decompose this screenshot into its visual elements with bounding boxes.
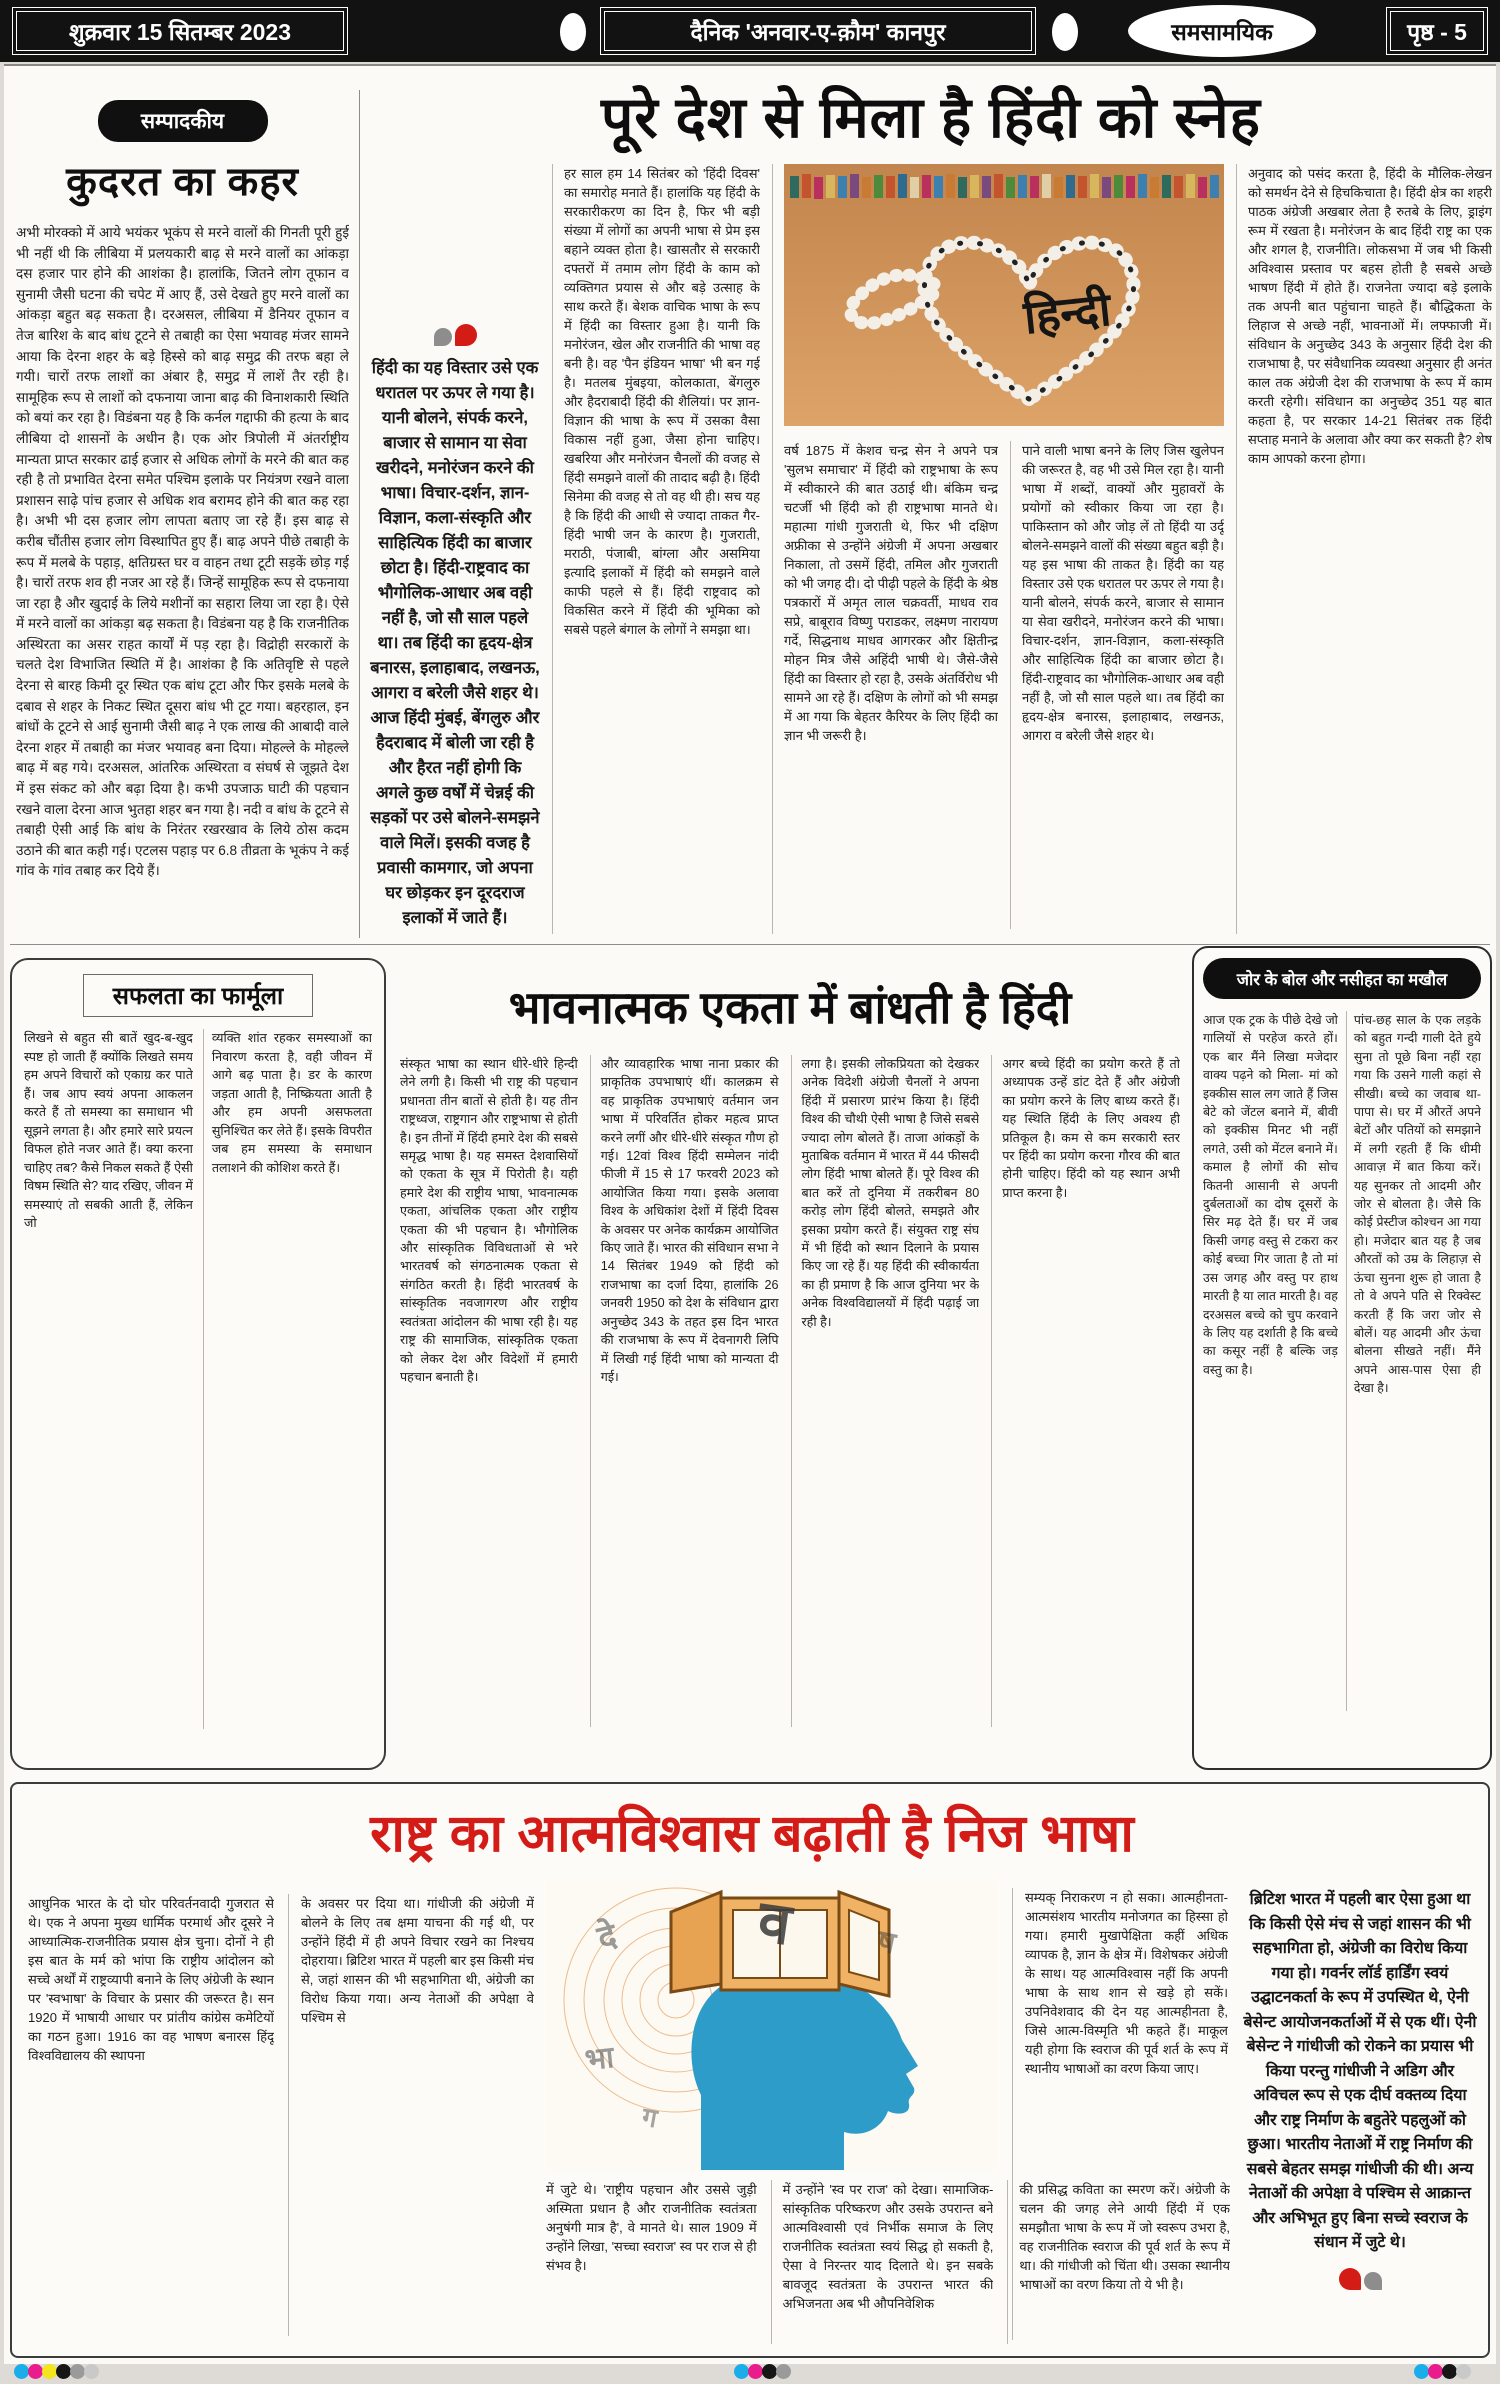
- loud-words-columns: [1203, 1011, 1481, 1711]
- unity-column-1: संस्कृत भाषा का स्थान धीरे-धीरे हिन्दी लेने लगी है। किसी भी राष्ट्र की पहचान प्रधानता तीन बातों से होती है। यह तीन राष्ट्रध्वज, राष्ट्रगान और राष्ट्रभाषा से होती है। इन तीनों में हिंदी हमारे देश की सबसे समृद्ध भाषा है। यह समस्त देशवासियों को एकता के सूत्र में पिरोती है। यही हमारे देश की राष्ट्रीय भाषा, भावनात्मक एकता, आंचलिक एकता और राष्ट्रीय एकता की भी पहचान है। भौगोलिक और सांस्कृतिक विविधताओं से भरे भारतवर्ष को संगठनात्मक एकता से संगठित करती है। हिंदी भारतवर्ष के सांस्कृतिक नवजागरण और राष्ट्रीय स्वतंत्रता आंदोलन की भाषा रही है। यह राष्ट्र की सामाजिक, सांस्कृतिक एकता को लेकर देश और विदेशों में हमारी पहचान बनाती है।: [400, 1057, 578, 1384]
- editorial-article: [10, 90, 360, 938]
- bottom-column-2: के अवसर पर दिया था। गांधीजी की अंग्रेजी में बोलने के लिए तब क्षमा याचना की गई थी, पर उन्होंने हिंदी में ही अपने विचार रखने का निश्चय दोहराया। ब्रिटिश भारत में पहली बार इस किसी मंच से, जहां शासन की भी सहभागिता थी, अंग्रेजी का विरोध किया गया। अन्य नेताओं की अपेक्षा वे पश्चिम से: [288, 1894, 534, 2336]
- success-formula-box: [10, 958, 386, 1770]
- bottom-column-1: आधुनिक भारत के दो घोर परिवर्तनवादी गुजरात से थे। एक ने अपना मुख्य धार्मिक परमार्थ और दूसरे ने आध्यात्मिक-राजनीतिक प्रयास क्षेत्र चुना। दोनों ने ही इस बात के मर्म को भांपा कि राष्ट्रीय आंदोलन को सच्चे अर्थों में राष्ट्रव्यापी बनाने के लिए अंग्रेजी के स्थान पर 'स्वभाषा' के विचार के प्रसार की जरूरत है। सन 1920 में भाषायी आधार पर प्रांतीय कांग्रेस कमेटियों का गठन हुआ। 1916 का वह भाषण बनारस हिंदू विश्वविद्यालय की स्थापना: [28, 1896, 274, 2063]
- bottom-article: [10, 1782, 1490, 2358]
- masthead-section: समसामयिक: [1128, 5, 1316, 57]
- bottom-under-column-2: में उन्होंने 'स्व पर राज' को देखा। सामाजिक-सांस्कृतिक परिष्करण और उसके उपरान्त बने आत्मविश्वासी एवं निर्भीक समाज के लिए राजनीतिक स्वतंत्रता स्वयं सिद्ध हो सकती है, ऐसा वे निरन्तर याद दिलाते थे। इन सबके बावजूद स्वतंत्रता के उपरान्त भारत की अभिजनता अब भी औपनिवेशिक: [771, 2180, 994, 2344]
- masthead-date: शुक्रवार 15 सितम्बर 2023: [16, 11, 344, 51]
- svg-text:व: व: [754, 1888, 796, 1958]
- loud-column-2: पांच-छह साल के एक लड़के को बहुत गन्दी गाली देते हुये सुना तो पूछे बिना नहीं रहा गया कि उसने गाली कहां से सीखी। बच्चे का जवाब था- पापा से। घर में औरतें अपने बेटों और पतियों को समझाने में लगी रहती हैं कि धीमी आवाज़ में बात किया करें। यह सुनकर तो आदमी और जोर से बोलता है। जैसे कि कोई प्रेस्टीज कोश्चन आ गया हो। मजेदार बात यह है जब औरतों को उम्र के लिहाज़ से ऊंचा सुनना शुरू हो जाता है तो वे अपने पति से रिक्वेस्ट करती हैं कि जरा जोर से बोलें। यह आदमी और ऊंचा बोलना सीखते नहीं। मैंने अपने आस-पास ऐसा ही देखा है।: [1346, 1011, 1481, 1711]
- section-divider: [10, 944, 1490, 945]
- hindi-heart-photo: [784, 164, 1224, 426]
- bottom-headline: राष्ट्र का आत्मविश्वास बढ़ाती है निज भाषा: [370, 1805, 1134, 1863]
- masthead-dot-icon: [560, 13, 586, 51]
- registration-marks-right: [1416, 2364, 1471, 2379]
- lead-article: [370, 76, 1492, 938]
- bottom-under-column-1: में जुटे थे। 'राष्ट्रीय पहचान और उससे जुड़ी अस्मिता प्रधान है और राजनीतिक स्वतंत्रता अनुषंगी मात्र है', वे मानते थे। साल 1909 में उन्होंने लिखा, 'सच्चा स्वराज' स्व पर राज से ही संभव है।: [546, 2182, 757, 2273]
- success-formula-title: सफलता का फार्मूला: [83, 974, 313, 1017]
- loud-words-title: जोर के बोल और नसीहत का मखौल: [1203, 958, 1481, 999]
- masthead-date-box: [12, 7, 348, 55]
- editorial-body: अभी मोरक्को में आये भयंकर भूकंप से मरने वालों की गिनती पूरी हुई भी नहीं थी कि लीबिया में प्रलयकारी बाढ़ से मरने वालों का आंकड़ा दस हजार पार होने की आशंका है। हालांकि, जितने लोग तूफान व सुनामी जैसी घटना की चपेट में आए हैं, उसे देखते हुए मरने वालों का आंकड़ा बहुत बढ़ सकता है। दरअसल, लीबिया में डैनियर तूफान व तेज बारिश के बाद बांध टूटने से तबाही का ऐसा भयावह मंजर सामने आया कि देरना शहर के बड़े हिस्से को बाढ़ समुद्र की तरफ बहा ले गयी। चारों तरफ लाशों का अंबार है, समुद्र में लाशें तैर रही है। सामूहिक रूप से लाशों को दफनाया जाना बाढ़ की विनाशकारी स्थिति को बयां कर रहा है। विडंबना यह है कि कर्नल गद्दाफी की हत्या के बाद लीबिया दो शासनों के अधीन है। एक ओर त्रिपोली में अंतर्राष्ट्रीय मान्यता प्राप्त सरकार ढाई हजार से अधिक लोगों के मरने की बात कह रही है तो प्रभावित देरना समेत पश्चिम इलाके पर नियंत्रण रखने वाला प्रशासन साढ़े पांच हजार से अधिक शव बरामद होने की बात कह रहा है। अभी भी दस हजार लोग लापता बताए जा रहे हैं। इस बाढ़ से करीब चौंतीस हजार लोग विस्थापित हुए हैं। बाढ़ अपने पीछे तबाही के रूप में मलबे के पहाड़, क्षतिग्रस्त घर व वाहन तथा टूटी सड़कें छोड़ गई है। चारों तरफ शव ही नजर आ रहे हैं। जिन्हें सामूहिक रूप से दफनाया जा रहा है और खुदाई के लिये मशीनों का सहारा लिया जा रहा है। ऐसे में मरने वालों का आंकड़ा बढ़ सकता है। विडंबना यह है कि राजनीतिक अस्थिरता का असर राहत कार्यों में पड़ रहा है। विद्रोही सरकारों के चलते देश विभाजित स्थिति में है। आशंका है कि अतिवृष्टि से पहले देरना से बारह किमी दूर स्थित एक बांध टूटा और फिर इसके मलबे के दबाव से शहर के निकट स्थित दूसरा बांध भी टूट गया। बहरहाल, इन बांधों के टूटने से आई सुनामी जैसी बाढ़ ने एक लाख की आबादी वाले देरना शहर में तबाही का मंजर भयावह बना दिया। मोहल्ले के मोहल्ले बाढ़ में बह गये। दरअसल, आंतरिक अस्थिरता व संघर्ष से जूझते देश में इस संकट को और बढ़ा दिया है। कभी उपजाऊ घाटी की पहचान रखने वाला देरना आज भुतहा शहर बन गया है। नदी व बांध के टूटने से तबाही ऐसी आई कि बांध के निरंतर रखरखाव के लिये ठोस कदम उठाने की बात कही गई। एटलस पहाड़ पर 6.8 तीव्रता के भूकंप ने कई गांव के गांव तबाह कर दिये हैं।: [16, 225, 349, 879]
- photo-hindi-word: हिन्दी: [1021, 282, 1114, 344]
- unity-column-2: और व्यावहारिक भाषा नाना प्रकार की प्राकृतिक उपभाषाएं थीं। कालक्रम से वह प्राकृतिक उपभाषाएं वर्तमान जन भाषा में परिवर्तित होकर महत्व प्राप्त करने लगीं और धीरे-धीरे संस्कृत गौण हो गई। 12वां विश्व हिंदी सम्मेलन नांदी फीजी में 15 से 17 फरवरी 2023 को आयोजित किया गया। इसके अलावा विश्व के अधिकांश देशों में हिंदी दिवस के अवसर पर अनेक कार्यक्रम आयोजित किए जाते हैं। भारत की संविधान सभा ने 14 सितंबर 1949 को हिंदी को राजभाषा का दर्जा दिया, हालांकि 26 जनवरी 1950 को देश के संविधान द्वारा अनुच्छेद 343 के तहत इस दिन भारत की राजभाषा के रूप में देवनागरी लिपि में लिखी गई हिंदी भाषा को मान्यता दी गई।: [590, 1055, 779, 1727]
- svg-text:भा: भा: [583, 2041, 616, 2077]
- lead-pull-quote-text: हिंदी का यह विस्तार उसे एक धरातल पर ऊपर ले गया है। यानी बोलने, संपर्क करने, बाजार से सामान या सेवा खरीदने, मनोरंजन करने की भाषा। विचार-दर्शन, ज्ञान-विज्ञान, कला-संस्कृति और साहित्यिक हिंदी का बाजार छोटा है। हिंदी-राष्ट्रवाद का भौगोलिक-आधार अब वही नहीं है, जो सौ साल पहले था। तब हिंदी का हृदय-क्षेत्र बनारस, इलाहाबाद, लखनऊ, आगरा व बरेली जैसे शहर थे। आज हिंदी मुंबई, बेंगलुरु और हैदराबाद में बोली जा रही है और हैरत नहीं होगी कि अगले कुछ वर्षों में चेन्नई की सड़कों पर उसे बोलने-समझने वाले मिलें। इसकी वजह है प्रवासी कामगार, जो अपना घर छोड़कर इन दूरदराज इलाकों में जाते हैं।: [370, 359, 540, 927]
- lead-column-1: हर साल हम 14 सितंबर को 'हिंदी दिवस' का समारोह मनाते हैं। हालांकि यह हिंदी के सरकारीकरण का दिन है, फिर भी बड़ी संख्या में लोगों का अपनी भाषा से प्रेम इस बहाने व्यक्त होता है। खासतौर से सरकारी दफ्तरों में तमाम लोग हिंदी के काम को व्यक्तिगत प्रयास से और बड़े उत्साह के साथ करते हैं। बेशक वाचिक भाषा के रूप में हिंदी का विस्तार हुआ है। यानी कि मनोरंजन, खेल और राजनीति की भाषा वह बनी है। वह 'पैन इंडियन भाषा' भी बन गई है। मतलब मुंबइया, कोलकाता, बेंगलुरु और हैदराबादी हिंदी की शैलियां। पर ज्ञान-विज्ञान की भाषा के रूप में उसका वैसा विकास नहीं हुआ, जैसा होना चाहिए। खबरिया और मनोरंजन चैनलों की वजह से हिंदी समझने वालों की तादाद बढ़ी है। हिंदी सिनेमा की वजह से तो वह थी ही। सच यह है कि हिंदी की आधी से ज्यादा ताकत गैर-हिंदी भाषी जन के कारण है। गुजराती, मराठी, पंजाबी, बांग्ला और असमिया इत्यादि इलाकों में हिंदी को समझने वाले काफी पहले से हैं। हिंदी राष्ट्रवाद को विकसित करने में हिंदी की भूमिका को सबसे पहले बंगाल के लोगों ने समझा था।: [552, 164, 760, 934]
- bottom-under-column-3: की प्रसिद्ध कविता का स्मरण करें। अंग्रेजी के चलन की जगह लेने आयी हिंदी में एक समझौता भाषा के रूप में जो स्वरूप उभरा है, वह राजनीतिक स्वराज की पूर्व शर्त के रूप में था। की गांधीजी को चिंता थी। उसका स्थानीय भाषाओं का वरण किया तो ये भी है।: [1007, 2180, 1230, 2344]
- bottom-pull-quote-text: ब्रिटिश भारत में पहली बार ऐसा हुआ था कि किसी ऐसे मंच से जहां शासन की भी सहभागिता हो, अंग्रेजी का विरोध किया गया हो। गवर्नर लॉर्ड हार्डिंग स्वयं उद्घाटनकर्ता के रूप में उपस्थित थे, ऐनी बेसेन्ट आयोजनकर्ताओं में से एक थीं। ऐनी बेसेन्ट ने गांधीजी को रोकने का प्रयास भी किया परन्तु गांधीजी ने अडिग और अविचल रूप से एक दीर्घ वक्तव्य दिया और राष्ट्र निर्माण के बहुतेरे पहलुओं को छुआ। भारतीय नेताओं में राष्ट्र निर्माण की सबसे बेहतर समझ गांधीजी की थी। अन्य नेताओं की अपेक्षा वे पश्चिम से आक्रान्त और अभिभूत हुए बिना सच्चे स्वराज के संधान में जुटे थे।: [1243, 1891, 1477, 2251]
- bottom-pull-quote: [1242, 1888, 1478, 2340]
- masthead-bar: [0, 0, 1500, 62]
- masthead-paper-box: [600, 7, 1036, 55]
- unity-column-4: अगर बच्चे हिंदी का प्रयोग करते हैं तो अध्यापक उन्हें डांट देते हैं और अंग्रेजी का प्रयोग करने के लिए बाध्य करते हैं। यह स्थिति हिंदी के लिए अवश्य ही प्रतिकूल है। कम से कम सरकारी स्तर पर हिंदी का प्रयोग करना गौरव की बात होनी चाहिए। हिंदी को यह स्थान अभी प्राप्त करना है।: [991, 1055, 1180, 1727]
- lead-headline: पूरे देश से मिला है हिंदी को स्नेह: [601, 86, 1261, 150]
- close-quote-icon: [1242, 2268, 1478, 2290]
- masthead-page-box: [1386, 7, 1488, 55]
- masthead-dot-icon: [1052, 13, 1078, 51]
- lead-under-photo-columns: [784, 441, 1224, 929]
- bottom-mid-column: सम्यक् निराकरण न हो सका। आत्महीनता-आत्मसंशय भारतीय मनोजगत का हिस्सा हो गया। हमारी मुखापेक्षिता कहीं अधिक व्यापक है, ज्ञान के क्षेत्र में। विशेषकर अंग्रेजी के साथ। यह आत्मविश्वास नहीं कि अपनी भाषा के साथ शान से खड़े हो सकें। उपनिवेशवाद की देन यह आत्महीनता है, जिसे आत्म-विस्मृति भी कहते हैं। माकूल यही होगा कि स्वराज की पूर्व शर्त के रूप में स्थानीय भाषाओं का वरण किया जाए।: [1012, 1888, 1228, 2340]
- lead-pull-quote: [370, 164, 540, 934]
- page-number: पृष्ठ - 5: [1390, 11, 1484, 51]
- success-column-1: लिखने से बहुत सी बातें खुद-ब-खुद स्पष्ट हो जाती हैं क्योंकि लिखते समय हम अपने विचारों को एकाग्र कर पाते हैं। जब आप स्वयं अपना आकलन करते हैं तो समस्या का समाधान भी सूझने लगता है। और हमारे सारे प्रयत्न विफल होते नजर आते हैं। क्या करना चाहिए तब? कैसे निकल सकते हैं ऐसी विषम स्थिति से? याद रखिए, जीवन में समस्याएं तो सबकी आती हैं, लेकिन जो: [24, 1031, 193, 1230]
- svg-text:ष: ष: [874, 1924, 899, 1961]
- lead-article-body: [370, 164, 1492, 934]
- success-formula-columns: [24, 1029, 372, 1729]
- success-column-2: व्यक्ति शांत रहकर समस्याओं का निवारण करता है, वही जीवन में आगे बढ़ पाता है। डर के कारण जड़ता आती है, निष्क्रियता आती है और हम अपनी असफलता सुनिश्चित कर लेते हैं। इसके विपरीत जब हम समस्या के समाधान तलाशने की कोशिश करते हैं।: [203, 1029, 372, 1729]
- lead-column-3: पाने वाली भाषा बनने के लिए जिस खुलेपन की जरूरत है, वह भी उसे मिल रहा है। यानी भाषा में शब्दों, वाक्यों और मुहावरों के प्रयोगों को स्वीकार किया जा रहा है। पाकिस्तान को और जोड़ लें तो हिंदी या उर्दू बोलने-समझने वालों की संख्या बहुत बड़ी है। यह इस भाषा की ताकत है। हिंदी का यह विस्तार उसे एक धरातल पर ऊपर ले गया है। यानी बोलने, संपर्क करने, बाजार से सामान या सेवा खरीदने, मनोरंजन करने की भाषा। विचार-दर्शन, ज्ञान-विज्ञान, कला-संस्कृति और साहित्यिक हिंदी का बाजार छोटा है। हिंदी-राष्ट्रवाद का भौगोलिक-आधार अब वही नहीं है, जो सौ साल पहले था। तब हिंदी का हृदय-क्षेत्र बनारस, इलाहाबाद, लखनऊ, आगरा व बरेली जैसे शहर थे।: [1010, 441, 1224, 929]
- registration-marks-left: [16, 2364, 99, 2379]
- bottom-under-columns: [546, 2180, 1230, 2344]
- lead-center-stack: [772, 164, 1224, 934]
- lead-column-4: अनुवाद को पसंद करता है, हिंदी के मौलिक-लेखन को समर्थन देने से हिचकिचाता है। हिंदी क्षेत्र का शहरी पाठक अंग्रेजी अखबार लेता है रुतबे के लिए, ड्राइंग रूम में रखता है। मनोरंजन के बाद हिंदी राष्ट्र का एक और शगल है, राजनीति। लोकसभा में जब भी किसी अविश्वास प्रस्ताव पर बहस होती है सबसे अच्छे भाषण हिंदी में होते हैं। राजनेता ज्यादा बड़े इलाके तक अपनी बात पहुंचाना चाहते हैं। बौद्धिकता के लिहाज से अच्छे नहीं, भावनाओं में। लफ्फाजी में। संविधान के अनुच्छेद 343 के अनुसार हिंदी देश की राजभाषा है, पर संवैधानिक व्यवस्था अनुसार ही अनंत काल तक अंग्रेजी देश की राजभाषा के रूप में काम करती रहेगी। संविधान का अनुच्छेद 351 यह बात कहता है, पर सरकार 14-21 सितंबर तक हिंदी सप्ताह मनाने के अलावा और क्या कर सकती है? शेष काम आपको करना होगा।: [1236, 164, 1492, 934]
- masthead-paper-title: दैनिक 'अनवार-ए-क़ौम' कानपुर: [604, 11, 1032, 51]
- head-window-illustration: [546, 1880, 998, 2170]
- unity-column-3: लगा है। इसकी लोकप्रियता को देखकर अनेक विदेशी अंग्रेजी चैनलों ने अपना हिंदी में प्रसारण प्रारंभ किया है। हिंदी विश्व की चौथी ऐसी भाषा है जिसे सबसे ज्यादा लोग बोलते हैं। ताजा आंकड़ों के मुताबिक वर्तमान में भारत में 44 फीसदी लोग हिंदी भाषा बोलते हैं। पूरे विश्व की बात करें तो दुनिया में तकरीबन 80 करोड़ लोग हिंदी बोलते, समझते और इसका प्रयोग करते हैं। संयुक्त राष्ट्र संघ में भी हिंदी को स्थान दिलाने के प्रयास किए जा रहे हैं। यह हिंदी की स्वीकार्यता का ही प्रमाण है कि आज दुनिया भर के अनेक विश्वविद्यालयों में हिंदी पढ़ाई जा रही है।: [791, 1055, 980, 1727]
- svg-text:दे: दे: [593, 1916, 621, 1958]
- unity-headline: भावनात्मक एकता में बांधती है हिंदी: [508, 982, 1072, 1033]
- editorial-title: कुदरत का कहर: [66, 160, 299, 204]
- unity-columns: [396, 1055, 1184, 1727]
- editorial-badge: सम्पादकीय: [98, 100, 268, 142]
- registration-marks-center: [736, 2364, 791, 2379]
- unity-article: [396, 950, 1184, 1772]
- svg-text:ग: ग: [639, 2101, 660, 2134]
- open-quote-icon: [370, 324, 540, 346]
- loud-words-box: [1192, 946, 1492, 1770]
- loud-column-1: आज एक ट्रक के पीछे देखे जो गालियों से परहेज करते हों। एक बार मैंने लिखा मजेदार वाक्य पढ़ने को मिला- मां को इक्कीस साल लग जाते हैं जिस बेटे को जेंटल बनाने में, बीवी को इक्कीस मिनट भी नहीं लगते, उसी को मेंटल बनाने में। कमाल है लोगों की सोच कितनी आसानी से अपनी दुर्बलताओं का दोष दूसरों के सिर मढ़ देते हैं। घर में जब किसी जगह वस्तु से टकरा कर कोई बच्चा गिर जाता है तो मां उस जगह और वस्तु पर हाथ मारती है या लात मारती है। वह दरअसल बच्चे को चुप करवाने के लिए यह दर्शाती है कि बच्चे का कसूर नहीं है बल्कि जड़ वस्तु का है।: [1203, 1013, 1338, 1377]
- lead-column-2: वर्ष 1875 में केशव चन्द्र सेन ने अपने पत्र 'सुलभ समाचार' में हिंदी को राष्ट्रभाषा के रूप में स्वीकारने की बात उठाई थी। बंकिम चन्द्र चटर्जी भी हिंदी को ही राष्ट्रभाषा मानते थे। महात्मा गांधी गुजराती थे, फिर भी दक्षिण अफ्रीका से उन्होंने अंग्रेजी में अपना अखबार निकाला, तो उसमें हिंदी, तमिल और गुजराती को भी जगह दी। दो पीढ़ी पहले के हिंदी के श्रेष्ठ पत्रकारों में अमृत लाल चक्रवर्ती, माधव राव सप्रे, बाबूराव विष्णु पराडकर, लक्ष्मण नारायण गर्दे, सिद्धनाथ माधव आगरकर और क्षितीन्द्र मोहन मित्र जैसे अहिंदी भाषी थे। जैसे-जैसे हिंदी का विस्तार हो रहा है, उसके अंतर्विरोध भी सामने आ रहे हैं। दक्षिण के लोगों को भी समझ में आ गया कि बेहतर कैरियर के लिए हिंदी का ज्ञान भी जरूरी है।: [784, 443, 998, 743]
